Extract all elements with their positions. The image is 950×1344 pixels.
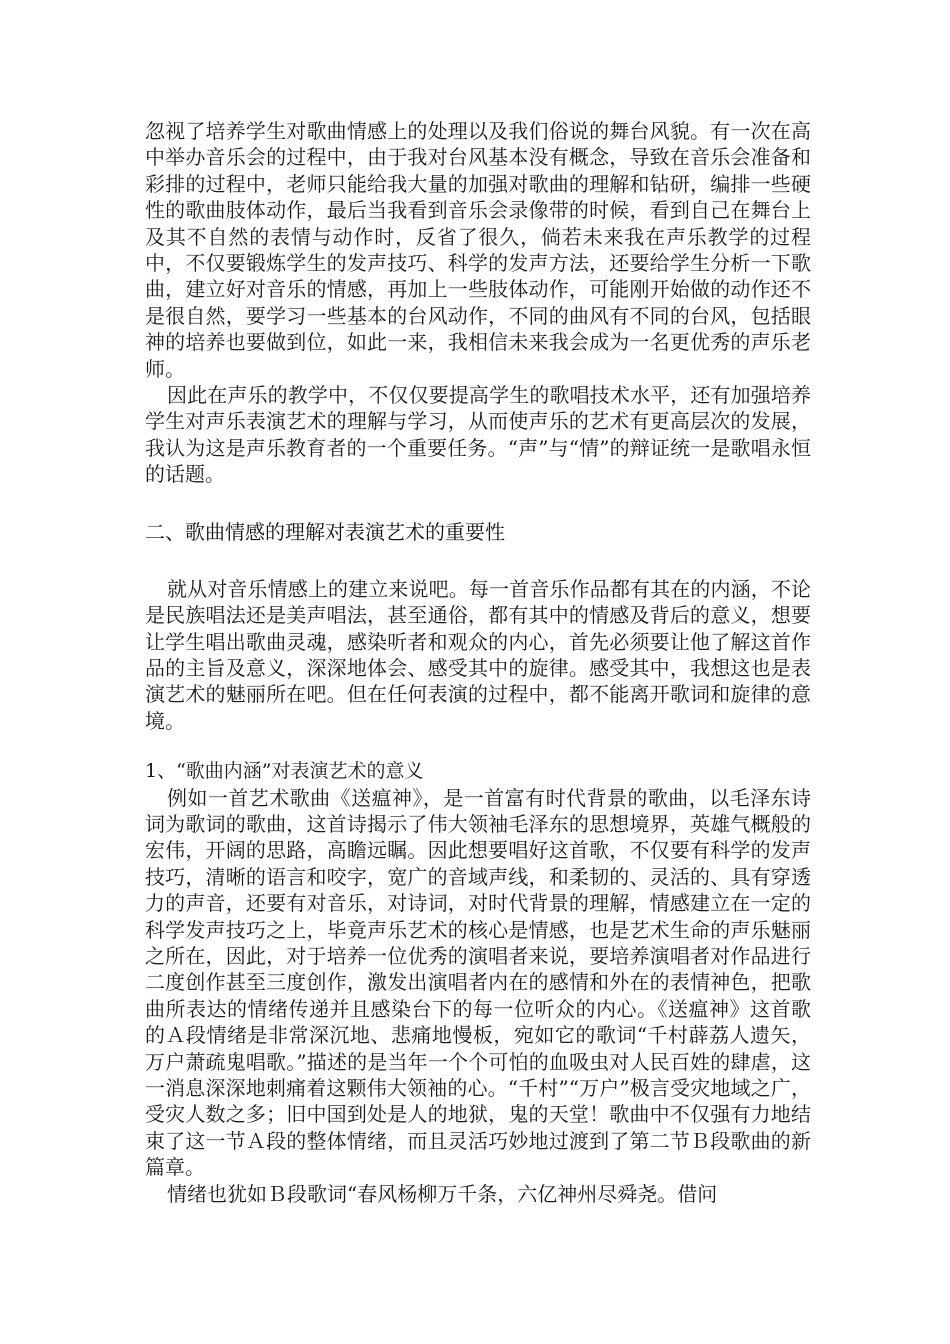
- body-paragraph-2: 因此在声乐的教学中，不仅仅要提高学生的歌唱技术水平，还有加强培养学生对声乐表演艺术的理解与学习，从而使声乐的艺术有更高层次的发展，我认为这是声乐教育者的一个重要任务。“声”与“情”的辩证统一是歌唱永恒的话题。: [145, 383, 811, 487]
- section-heading: 二、歌曲情感的理解对表演艺术的重要性: [145, 519, 505, 544]
- document-page: [145, 118, 811, 1207]
- body-paragraph-1: 忽视了培养学生对歌曲情感上的处理以及我们俗说的舞台风貌。有一次在高中举办音乐会的过程中，由于我对台风基本没有概念，导致在音乐会准备和彩排的过程中，老师只能给我大量的加强对歌曲的理解和钻研，编排一些硬性的歌曲肢体动作，最后当我看到音乐会录像带的时候，看到自己在舞台上及其不自然的表情与动作时，反省了很久，倘若未来我在声乐教学的过程中，不仅要锻炼学生的发声技巧、科学的发声方法，还要给学生分析一下歌曲，建立好对音乐的情感，再加上一些肢体动作，可能刚开始做的动作还不是很自然，要学习一些基本的台风动作，不同的曲风有不同的台风，包括眼神的培养也要做到位，如此一来，我相信未来我会成为一名更优秀的声乐老师。: [145, 119, 811, 381]
- subsection-paragraph-2: 情绪也犹如Ｂ段歌词“春风杨柳万千条，六亿神州尽舜尧。借问: [167, 1181, 718, 1206]
- section-paragraph: 就从对音乐情感上的建立来说吧。每一首音乐作品都有其在的内涵，不论是民族唱法还是美声唱法，甚至通俗，都有其中的情感及背后的意义，想要让学生唱出歌曲灵魂，感染听者和观众的内心，首先必须要让他了解这首作品的主旨及意义，深深地体会、感受其中的旋律。感受其中，我想这也是表演艺术的魅丽所在吧。但在任何表演的过程中，都不能离开歌词和旋律的意境。: [145, 576, 811, 733]
- subsection-heading: 1、“歌曲内涵”对表演艺术的意义: [145, 760, 424, 783]
- subsection-paragraph-1: 例如一首艺术歌曲《送瘟神》，是一首富有时代背景的歌曲，以毛泽东诗词为歌词的歌曲，这首诗揭示了伟大领袖毛泽东的思想境界，英雄气概般的宏伟，开阔的思路，高瞻远瞩。因此想要唱好这首歌，不仅要有科学的发声技巧，清晰的语言和咬字，宽广的音域声线，和柔韧的、灵活的、具有穿透力的声音，还要有对音乐，对诗词，对时代背景的理解，情感建立在一定的科学发声技巧之上，毕竟声乐艺术的核心是情感，也是艺术生命的声乐魅丽之所在，因此，对于培养一位优秀的演唱者来说，要培养演唱者对作品进行二度创作甚至三度创作，激发出演唱者内在的感情和外在的表情神色，把歌曲所表达的情绪传递并且感染台下的每一位听众的内心。《送瘟神》这首歌的Ａ段情绪是非常深沉地、悲痛地慢板，宛如它的歌词“千村薜荔人遗矢，万户萧疏鬼唱歌。”描述的是当年一个个可怕的血吸虫对人民百姓的肆虐，这一消息深深地刺痛着这颗伟大领袖的心。“千村”“万户”极言受灾地域之广，受灾人数之多；旧中国到处是人的地狱，鬼的天堂！歌曲中不仅强有力地结束了这一节Ａ段的整体情绪，而且灵活巧妙地过渡到了第二节Ｂ段歌曲的新篇章。: [145, 785, 811, 1180]
